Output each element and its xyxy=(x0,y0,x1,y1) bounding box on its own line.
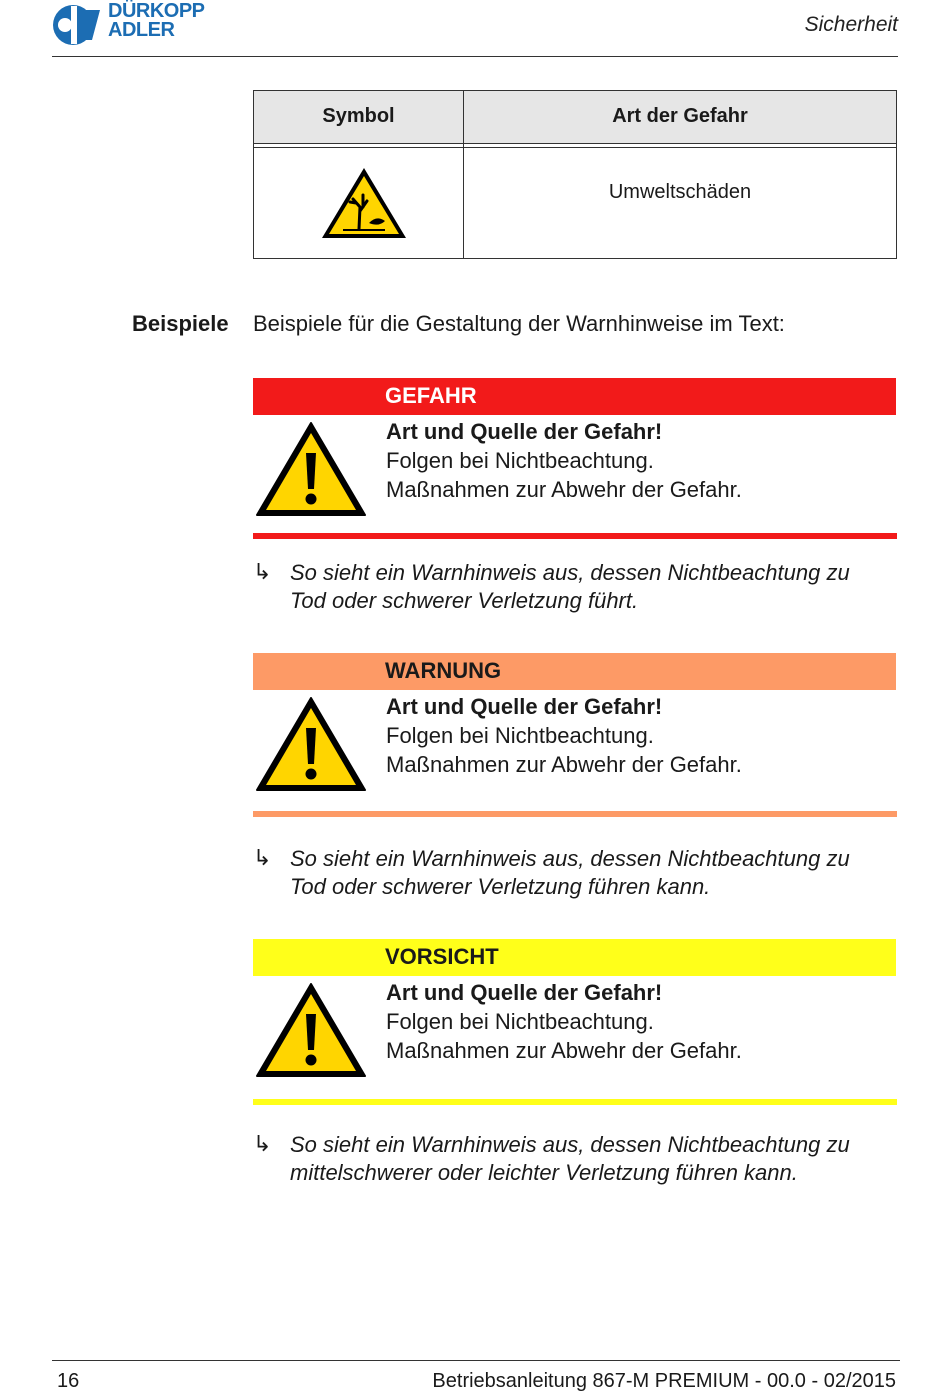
consequence-text: Folgen bei Nichtbeachtung. xyxy=(386,1009,654,1034)
environmental-hazard-icon xyxy=(319,165,409,241)
section-title: Sicherheit xyxy=(804,13,898,36)
footer-divider xyxy=(52,1360,900,1361)
result-arrow-icon: ↳ xyxy=(253,559,272,584)
result-text-line2: Tod oder schwerer Verletzung führt. xyxy=(290,588,639,613)
hazard-source-text: Art und Quelle der Gefahr! xyxy=(386,419,663,444)
result-arrow-icon: ↳ xyxy=(253,845,272,870)
hazard-source-text: Art und Quelle der Gefahr! xyxy=(386,694,663,719)
warning-signal-bar xyxy=(253,653,896,690)
header-divider xyxy=(52,56,898,57)
brand-logo xyxy=(52,2,227,46)
hazard-source-text: Art und Quelle der Gefahr! xyxy=(386,980,663,1005)
measures-text: Maßnahmen zur Abwehr der Gefahr. xyxy=(386,477,742,502)
result-text-line1: So sieht ein Warnhinweis aus, dessen Nichtbeachtung zu xyxy=(290,846,850,871)
consequence-text: Folgen bei Nichtbeachtung. xyxy=(386,723,654,748)
consequence-text: Folgen bei Nichtbeachtung. xyxy=(386,448,654,473)
signal-word-warnung: WARNUNG xyxy=(385,658,502,683)
brand-name-line2: ADLER xyxy=(108,19,175,41)
danger-signal-bar xyxy=(253,378,896,415)
table-header-divider xyxy=(254,147,896,148)
caution-end-rule xyxy=(253,1099,897,1105)
measures-text: Maßnahmen zur Abwehr der Gefahr. xyxy=(386,752,742,777)
result-text-line1: So sieht ein Warnhinweis aus, dessen Nichtbeachtung zu xyxy=(290,1132,850,1157)
result-text-line2: mittelschwerer oder leichter Verletzung führen kann. xyxy=(290,1160,798,1185)
warning-triangle-icon xyxy=(255,696,367,792)
hazard-symbol-table xyxy=(253,90,897,259)
side-heading-beispiele: Beispiele xyxy=(132,311,229,336)
document-title: Betriebsanleitung 867-M PREMIUM - 00.0 - 02/2015 xyxy=(432,1370,896,1392)
caution-signal-bar xyxy=(253,939,896,976)
danger-end-rule xyxy=(253,533,897,539)
warning-triangle-icon xyxy=(255,982,367,1078)
column-header-art-der-gefahr: Art der Gefahr xyxy=(612,105,748,127)
duerkopp-adler-logo-icon xyxy=(52,4,104,46)
result-text-line2: Tod oder schwerer Verletzung führen kann. xyxy=(290,874,711,899)
page-number: 16 xyxy=(57,1370,80,1392)
warning-triangle-icon xyxy=(255,421,367,517)
hazard-type-cell: Umweltschäden xyxy=(608,181,752,203)
measures-text: Maßnahmen zur Abwehr der Gefahr. xyxy=(386,1038,742,1063)
column-header-symbol: Symbol xyxy=(322,105,395,127)
warning-end-rule xyxy=(253,811,897,817)
result-arrow-icon: ↳ xyxy=(253,1131,272,1156)
signal-word-gefahr: GEFAHR xyxy=(385,383,477,408)
table-header-divider xyxy=(254,143,896,144)
examples-intro: Beispiele für die Gestaltung der Warnhinweise im Text: xyxy=(253,311,785,336)
brand-name-line1: DÜRKOPP xyxy=(108,0,205,22)
signal-word-vorsicht: VORSICHT xyxy=(385,944,499,969)
result-text-line1: So sieht ein Warnhinweis aus, dessen Nichtbeachtung zu xyxy=(290,560,850,585)
